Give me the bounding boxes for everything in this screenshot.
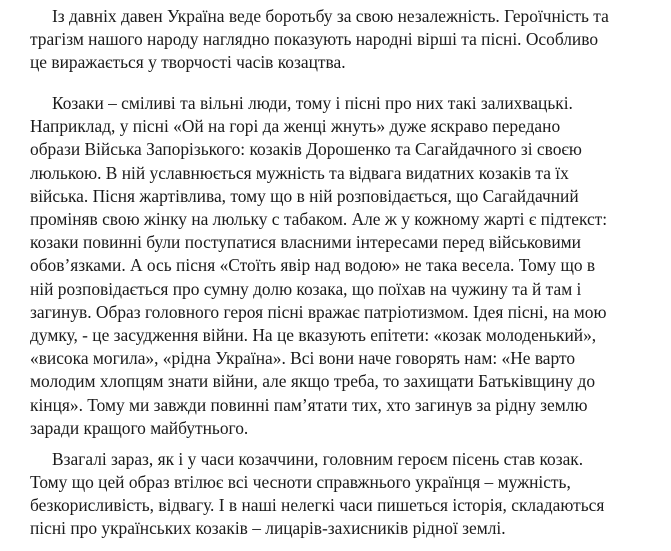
text-line: кінця». Тому ми завжди повинні пам’ятати тих, хто загинув за рідну землю	[30, 394, 588, 415]
text-line: Козаки – сміливі та вільні люди, тому і пісні про них такі залихвацькі.	[52, 93, 573, 113]
text-line: думку, - це засудження війни. На це вказують епітети: «козак молоденький»,	[30, 325, 597, 345]
text-line: безкорисливість, відвагу. І в наші нелегкі часи пишеться історія, складаються	[30, 495, 605, 515]
text-line: Взагалі зараз, як і у часи козаччини, головним героєм пісень став козак.	[52, 449, 584, 469]
text-line: загинув. Образ головного героя пісні вражає патріотизмом. Ідея пісні, на мою	[30, 301, 607, 322]
text-line: «висока могила», «рідна Україна». Всі вони наче говорять нам: «Не варто	[30, 348, 576, 369]
text-line: заради кращого майбутнього.	[30, 417, 249, 438]
text-line: обов’язками. А ось пісня «Стоїть явір над водою» не така весела. Тому що в	[30, 255, 596, 276]
text-line: козаки повинні були поступатися власними інтересами перед військовими	[30, 232, 581, 253]
text-line: це виражається у творчості часів козацтва.	[30, 52, 346, 73]
text-line: трагізм нашого народу наглядно показують народні вірші та пісні. Особливо	[30, 29, 599, 50]
text-line: проміняв свою жінку на люльку с табаком. Але ж у кожному жарті є підтекст:	[30, 209, 608, 229]
text-line: образи Війська Запорізького: козаків Дорошенко та Сагайдачного зі своєю	[30, 139, 582, 160]
text-line: Тому що цей образ втілює всі чесноти справжнього українця – мужність,	[30, 472, 571, 492]
text-line: Наприклад, у пісні «Ой на горі да женці жнуть» дуже яскраво передано	[30, 116, 561, 137]
text-line: війська. Пісня жартівлива, тому що в ній розповідається, що Сагайдачний	[30, 185, 579, 206]
text-line: пісні про українських козаків – лицарів-захисників рідної землі.	[30, 518, 506, 538]
text-line: люлькою. В ній уславнюється мужність та відвага видатних козаків та їх	[30, 162, 569, 183]
text-line: Із давніх давен Україна веде боротьбу за свою незалежність. Героїчність та	[52, 6, 609, 26]
text-line: молодим хлопцям знати війни, але якщо треба, то захищати Батьківщину до	[30, 371, 596, 392]
text-line: ній розповідається про сумну долю козака, що поїхав на чужину та й там і	[30, 278, 582, 299]
